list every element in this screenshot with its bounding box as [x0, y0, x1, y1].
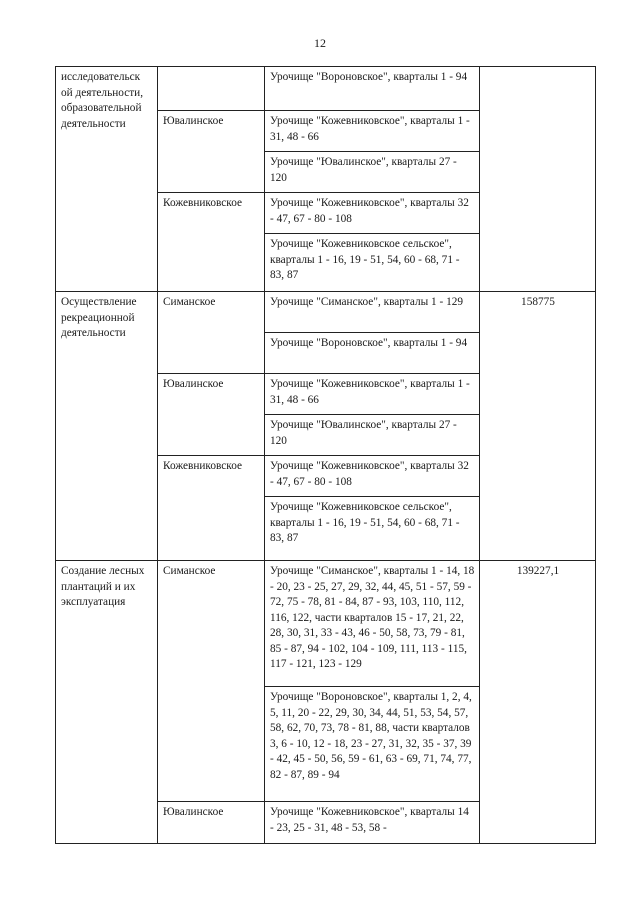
location-cell: Урочище "Симанское", кварталы 1 - 14, 18 - 20, 23 - 25, 27, 29, 32, 44, 45, 51 - 57, 59 - 72, 75 - 78, 81 - 84, 87 - 93, 103, 110, 112, 116, 122, части кварталов 15 - 17, 21, 22, 28, 30, 31, 33 - 43, 46 - 50, 58, 73, 79 - 81, 85 - 87, 94 - 102, 104 - 109, 111, 113 - 115, 117 - 121, 123 - 129 [265, 561, 480, 687]
location-cell: Урочище "Ювалинское", кварталы 27 - 120 [265, 152, 480, 193]
activity-cell: исследовательск ой деятельности, образовательной деятельности [56, 67, 158, 292]
page-number: 12 [314, 36, 326, 50]
location-cell: Урочище "Вороновское", кварталы 1, 2, 4, 5, 11, 20 - 22, 29, 30, 34, 44, 51, 53, 54, 57, 58, 62, 70, 73, 78 - 81, 88, части кварталов 3, 6 - 10, 12 - 18, 23 - 27, 31, 32, 35 - 37, 39 - 42, 45 - 50, 56, 59 - 61, 63 - 69, 71, 74, 77, 82 - 87, 89 - 94 [265, 687, 480, 802]
forestry-cell: Симанское [158, 292, 265, 374]
location-cell: Урочище "Вороновское", кварталы 1 - 94 [265, 67, 480, 111]
location-cell: Урочище "Кожевниковское", кварталы 1 - 31, 48 - 66 [265, 111, 480, 152]
location-cell: Урочище "Кожевниковское сельское", кварталы 1 - 16, 19 - 51, 54, 60 - 68, 71 - 83, 87 [265, 497, 480, 561]
table-row [56, 67, 596, 111]
activity-cell: Создание лесных плантаций и их эксплуатация [56, 561, 158, 844]
location-cell: Урочище "Симанское", кварталы 1 - 129 [265, 292, 480, 333]
forestry-cell [158, 67, 265, 111]
activity-cell: Осуществление рекреационной деятельности [56, 292, 158, 561]
forestry-cell: Ювалинское [158, 374, 265, 456]
area-cell: 158775 [480, 292, 596, 561]
forestry-cell: Кожевниковское [158, 193, 265, 292]
forestry-cell: Ювалинское [158, 111, 265, 193]
location-cell: Урочище "Вороновское", кварталы 1 - 94 [265, 333, 480, 374]
area-cell: 139227,1 [480, 561, 596, 844]
location-cell: Урочище "Ювалинское", кварталы 27 - 120 [265, 415, 480, 456]
table-row [56, 292, 596, 333]
location-cell: Урочище "Кожевниковское", кварталы 1 - 31, 48 - 66 [265, 374, 480, 415]
location-cell: Урочище "Кожевниковское сельское", кварталы 1 - 16, 19 - 51, 54, 60 - 68, 71 - 83, 87 [265, 234, 480, 292]
location-cell: Урочище "Кожевниковское", кварталы 14 - 23, 25 - 31, 48 - 53, 58 - [265, 802, 480, 844]
forestry-cell: Симанское [158, 561, 265, 802]
location-cell: Урочище "Кожевниковское", кварталы 32 - 47, 67 - 80 - 108 [265, 456, 480, 497]
area-cell [480, 67, 596, 292]
location-cell: Урочище "Кожевниковское", кварталы 32 - 47, 67 - 80 - 108 [265, 193, 480, 234]
forest-use-table [55, 66, 596, 844]
forestry-cell: Кожевниковское [158, 456, 265, 561]
table-row [56, 561, 596, 687]
forestry-cell: Ювалинское [158, 802, 265, 844]
